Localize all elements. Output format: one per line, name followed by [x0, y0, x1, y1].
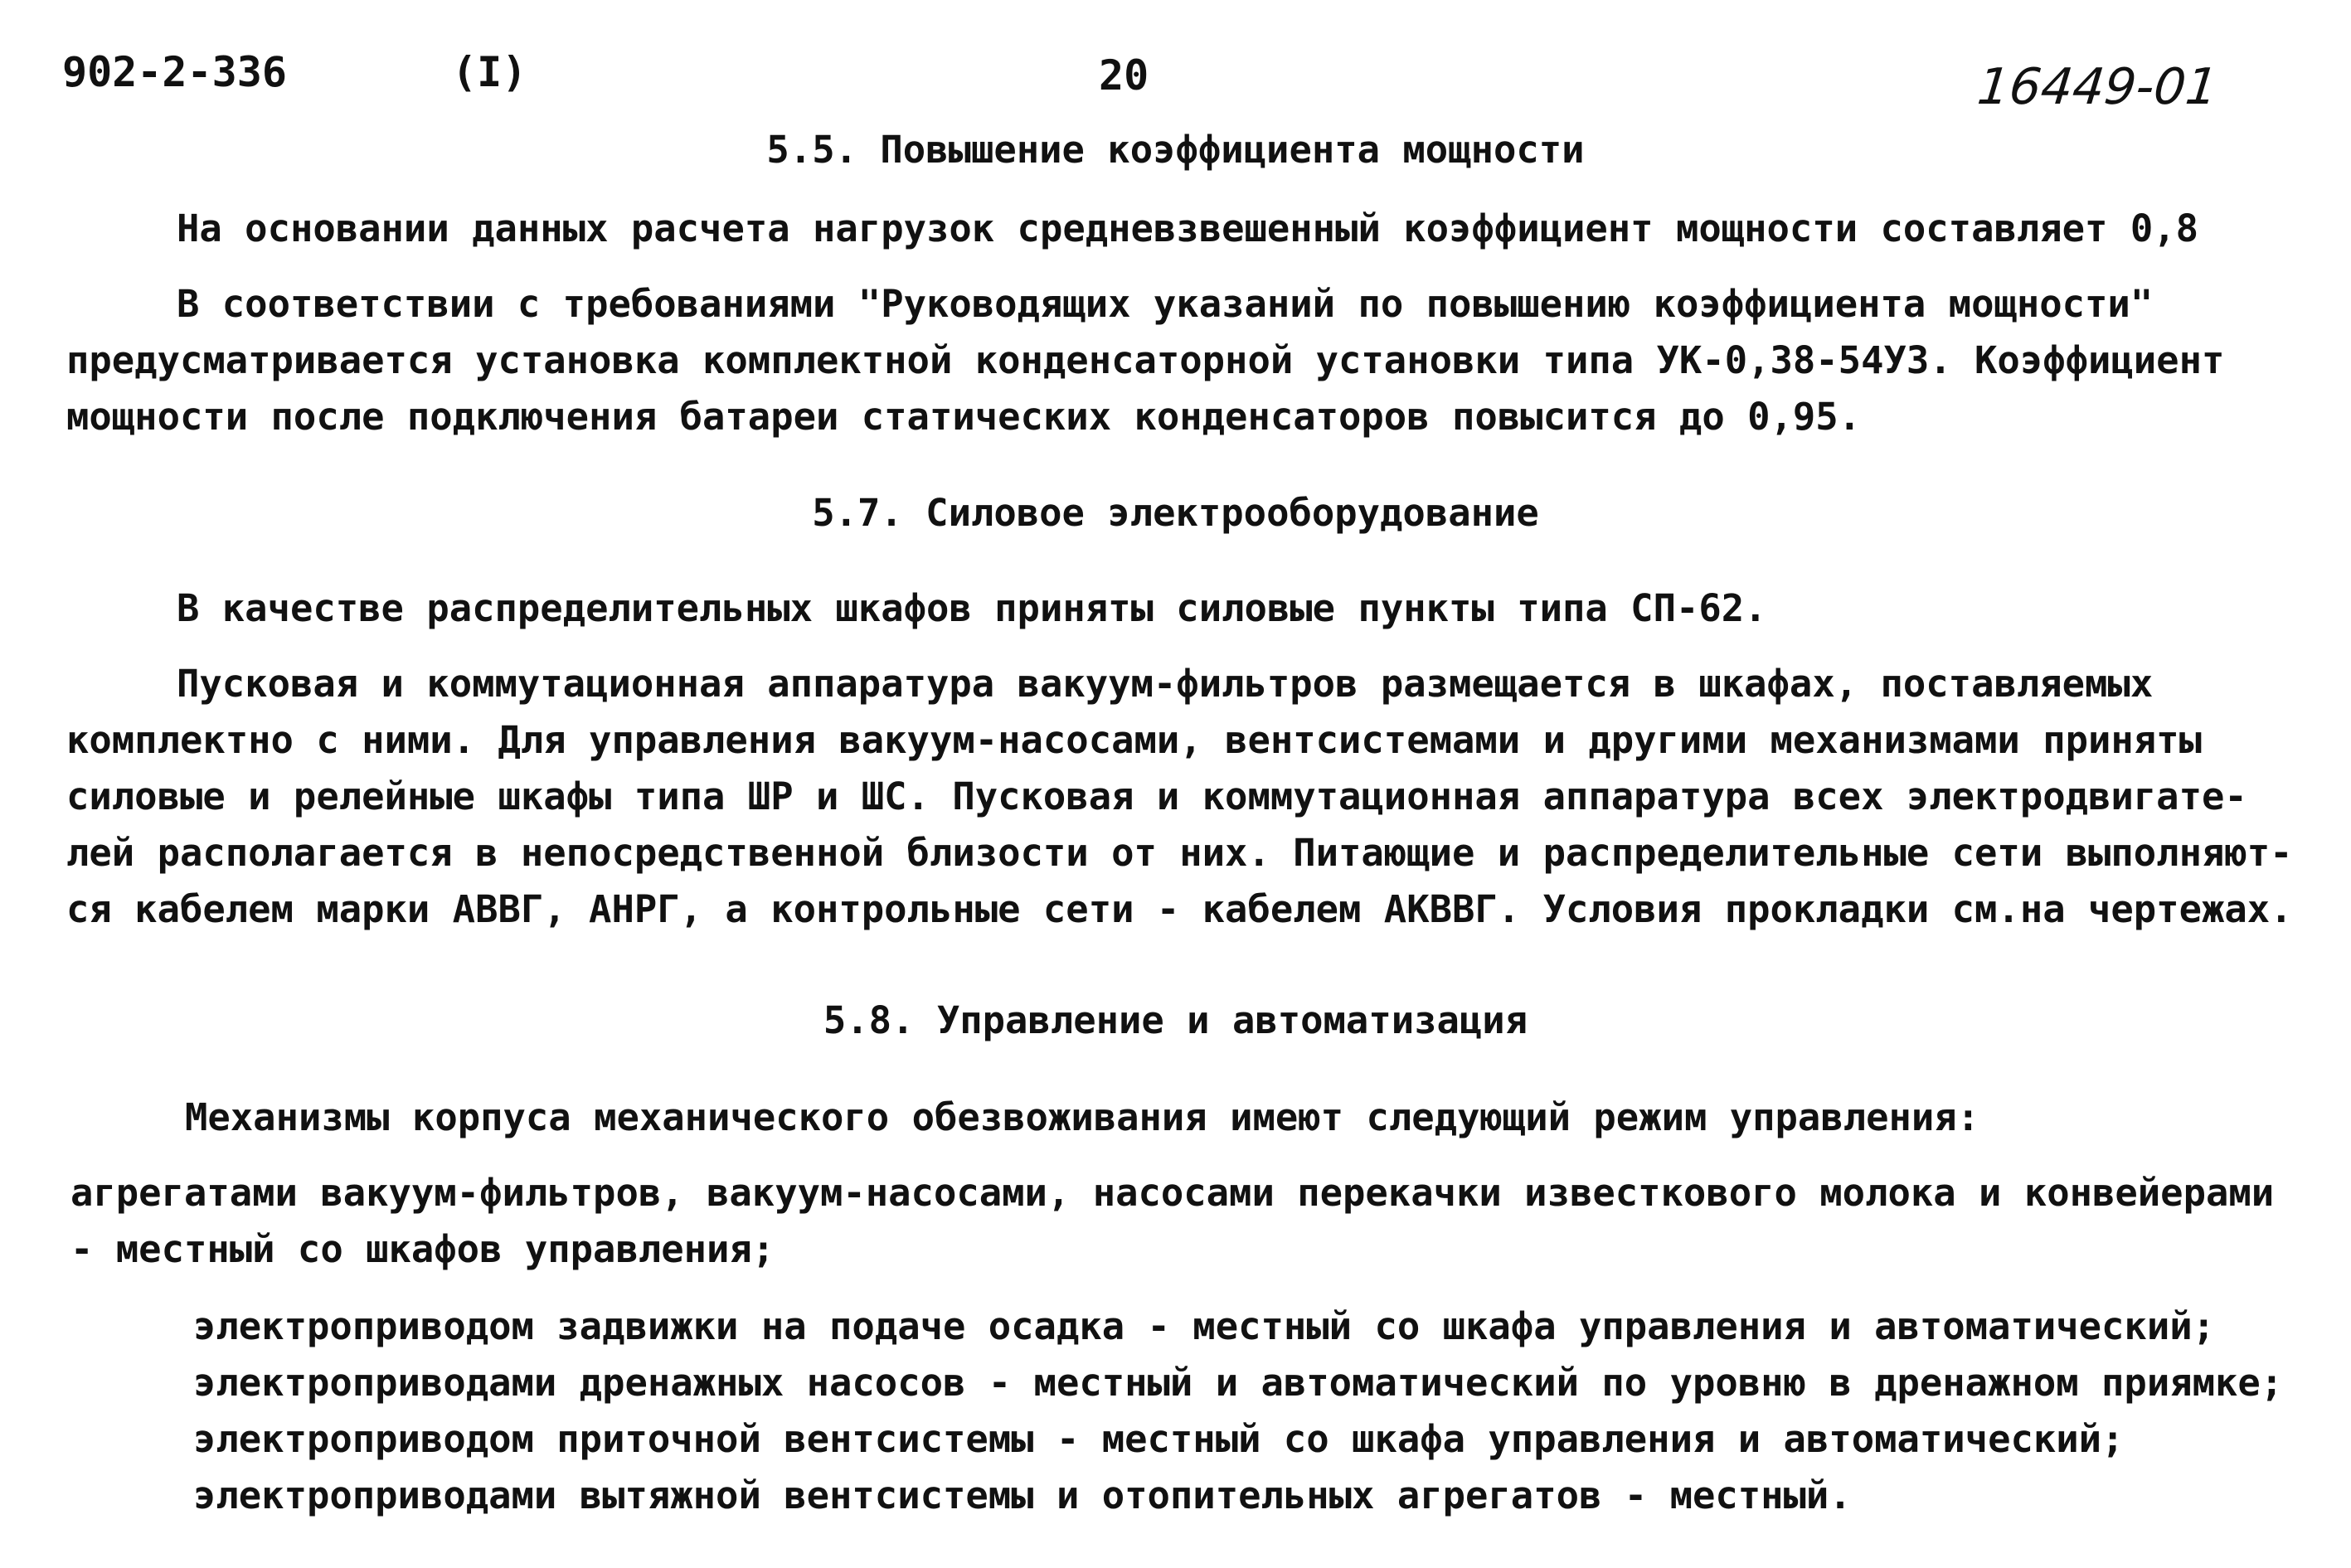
paragraph-line: - местный со шкафов управления; [70, 1227, 775, 1271]
list-item: электроприводами вытяжной вентсистемы и отопительных агрегатов - местный. [193, 1473, 1852, 1517]
page-number: 20 [1099, 51, 1149, 100]
section-title: 5.7. Силовое электрооборудование [812, 491, 1539, 535]
part-number: (I) [452, 48, 527, 96]
list-item: электроприводами дренажных насосов - местный и автоматический по уровню в дренажном приямке; [193, 1361, 2284, 1405]
section-title: 5.5. Повышение коэффициента мощности [766, 128, 1585, 172]
paragraph-line: агрегатами вакуум-фильтров, вакуум-насосами, насосами перекачки известкового молока и конвейерами [70, 1171, 2275, 1215]
paragraph-line: На основании данных расчета нагрузок средневзвешенный коэффициент мощности составляет 0,8 [177, 206, 2199, 250]
document-code: 902-2-336 [62, 48, 287, 96]
paragraph-line: Пусковая и коммутационная аппаратура вакуум-фильтров размещается в шкафах, поставляемых [177, 662, 2154, 706]
paragraph-line: мощности после подключения батареи статических конденсаторов повысится до 0,95. [66, 395, 1862, 439]
paragraph-line: В качестве распределительных шкафов приняты силовые пункты типа СП-62. [177, 586, 1767, 630]
paragraph-line: Механизмы корпуса механического обезвоживания имеют следующий режим управления: [185, 1095, 1980, 1139]
section-title: 5.8. Управление и автоматизация [823, 998, 1528, 1042]
paragraph-line: силовые и релейные шкафы типа ШР и ШС. Пусковая и коммутационная аппаратура всех электродвигате- [66, 774, 2247, 818]
paragraph-line: ся кабелем марки АВВГ, АНРГ, а контрольные сети - кабелем АКВВГ. Условия прокладки см.на чертежах. [66, 887, 2293, 931]
handwritten-number: 16449-01 [1975, 58, 2221, 116]
paragraph-line: лей располагается в непосредственной близости от них. Питающие и распределительные сети выполняют- [66, 831, 2293, 875]
list-item: электроприводом приточной вентсистемы - местный со шкафа управления и автоматический; [193, 1417, 2125, 1461]
paragraph-line: комплектно с ними. Для управления вакуум-насосами, вентсистемами и другими механизмами приняты [66, 718, 2202, 762]
paragraph-line: В соответствии с требованиями "Руководящих указаний по повышению коэффициента мощности" [177, 282, 2154, 326]
paragraph-line: предусматривается установка комплектной конденсаторной установки типа УК-0,38-54УЗ. Коэффициент [66, 338, 2225, 382]
list-item: электроприводом задвижки на подаче осадка - местный со шкафа управления и автоматический; [193, 1304, 2216, 1348]
